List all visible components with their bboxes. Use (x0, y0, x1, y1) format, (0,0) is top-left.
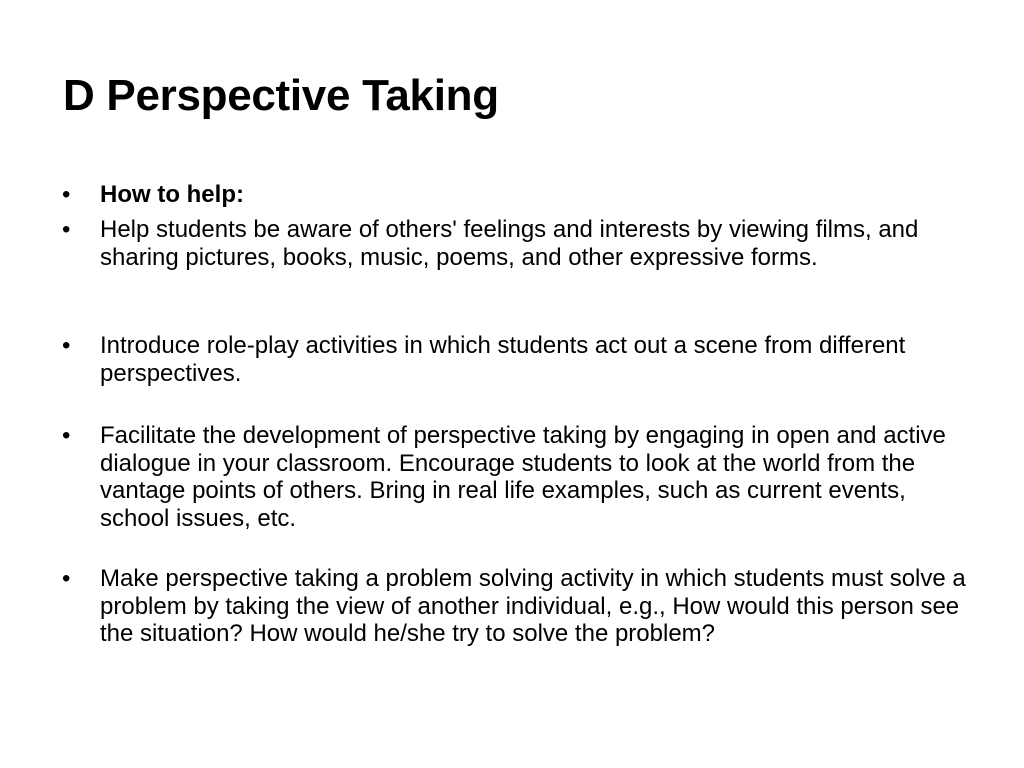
bullet-text: Introduce role-play activities in which students act out a scene from different perspectives. (100, 332, 906, 387)
bullet-dot-icon: • (62, 422, 71, 449)
bullet-item (62, 181, 980, 209)
bullet-item (62, 565, 980, 648)
bullet-dot-icon: • (62, 181, 71, 208)
bullet-dot-icon: • (62, 216, 71, 243)
bullet-heading: How to help: (100, 181, 244, 208)
bullet-dot-icon: • (62, 332, 71, 359)
bullet-text: Help students be aware of others' feelings and interests by viewing films, and sharing pictures, books, music, poems, and other expressive forms. (100, 216, 919, 271)
bullet-dot-icon: • (62, 565, 71, 592)
bullet-item (62, 422, 980, 532)
bullet-text: Facilitate the development of perspective taking by engaging in open and active dialogue in your classroom. Encourage students to look at the world from the vantage points of others. Bring in real life examples, such as current events, school issues, etc. (100, 422, 946, 532)
bullet-item (62, 216, 980, 271)
bullet-item (62, 332, 980, 387)
bullet-text: Make perspective taking a problem solving activity in which students must solve a problem by taking the view of another individual, e.g., How would this person see the situation? How would he/she try to solve the problem? (100, 565, 966, 647)
slide-title: D Perspective Taking (63, 71, 499, 120)
